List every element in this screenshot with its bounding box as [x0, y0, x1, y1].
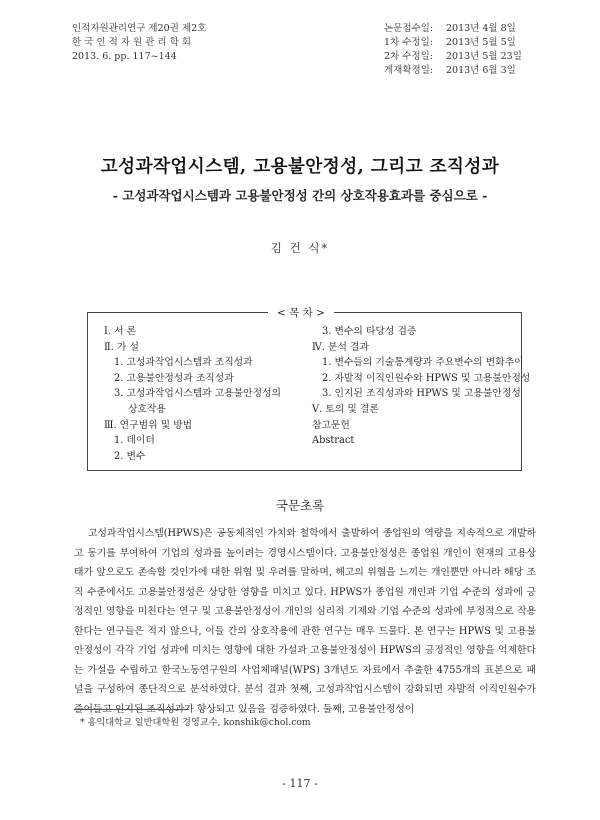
toc-item: Ⅰ. 서 론	[104, 326, 137, 337]
toc-item: 1. 데이터	[114, 435, 155, 447]
toc-item: Ⅴ. 토의 및 결론	[312, 403, 379, 415]
submission-date-row	[384, 50, 522, 64]
date-value: 2013년 5월 5일	[446, 37, 516, 48]
toc-item: Ⅲ. 연구범위 및 방법	[104, 419, 193, 431]
toc-item: 참고문헌	[312, 419, 350, 431]
toc-item: Ⅳ. 분석 결과	[312, 341, 369, 353]
journal-info	[72, 22, 206, 64]
submission-dates	[384, 22, 522, 78]
toc-item: 2. 변수	[114, 450, 146, 462]
toc-item: 3. 변수의 타당성 검증	[322, 326, 417, 337]
abstract-heading: 국문초록	[275, 498, 325, 513]
paper-subtitle: - 고성과작업시스템과 고용불안정성 간의 상호작용효과를 중심으로 -	[112, 188, 488, 203]
date-value: 2013년 5월 23일	[446, 51, 522, 62]
toc-right-column	[312, 324, 530, 449]
journal-info-line: 한 국 인 적 자 원 관 리 학 회	[72, 37, 191, 48]
toc-item: 3. 인지된 조직성과와 HPWS 및 고용불안정성	[322, 388, 521, 400]
toc-item: 2. 자발적 이직인원수와 HPWS 및 고용불안정성	[322, 372, 531, 384]
author-name: 김 건 식*	[270, 241, 330, 255]
toc-item: 1. 고성과작업시스템과 조직성과	[114, 357, 253, 369]
page-number: - 117 -	[282, 777, 318, 790]
toc-item: Ⅱ. 가 설	[104, 341, 139, 353]
journal-info-line: 2013. 6. pp. 117~144	[72, 51, 177, 62]
footnote-divider	[74, 709, 189, 710]
date-value: 2013년 4월 8일	[446, 23, 516, 34]
abstract-body: 고성과작업시스템(HPWS)은 공동체적인 가치와 철학에서 출발하여 종업원의 역량을 지속적으로 개발하고 동기를 부여하여 기업의 성과를 높이려는 경영시스템이다. 고용불안정성은 종업원 개인이 현재의 고용상태가 앞으로도 존속할 것인가에 대한 위협 및 우려를 말하며, 해고의 위협을 느끼는 개인뿐만 아니라 해당 조직 수준에서도 고용불안정성은 상당한 영향을 미치고 있다. HPWS가 종업원 개인과 기업 수준의 성과에 긍정적인 영향을 미친다는 연구 및 고용불안정성이 개인의 심리적 기제와 기업 수준의 성과에 부정적으로 작용한다는 연구들은 적지 않으나, 이들 간의 상호작용에 관한 연구는 매우 드물다. 본 연구는 HPWS 및 고용불안정성이 각각 기업 성과에 미치는 영향에 대한 가설과 고용불안정성이 HPWS의 긍정적인 영향을 억제한다는 가설을 수립하고 한국노동연구원의 사업체패널(WPS) 3개년도 자료에서 추출한 4755개의 표본으로 패널을 구성하여 종단적으로 분석하였다. 분석 결과 첫째, 고성과작업시스템이 강화되면 자발적 이직인원수가 줄어들고 인지된 조직성과가 향상되고 있음을 검증하였다. 둘째, 고용불안정성이	[74, 528, 536, 715]
toc-left-column	[104, 324, 281, 464]
date-label: 게재확정일:	[384, 65, 434, 76]
toc-item: Abstract	[312, 435, 355, 447]
journal-info-line: 인적자원관리연구 제20권 제2호	[72, 23, 207, 34]
submission-date-row	[384, 64, 522, 78]
toc-item: 상호작용	[128, 403, 166, 415]
paper-title: 고성과작업시스템, 고용불안정성, 그리고 조직성과	[100, 157, 500, 177]
toc-item: 2. 고용불안정성과 조직성과	[114, 372, 234, 384]
submission-date-row	[384, 22, 522, 36]
toc-heading: < 목 차 >	[268, 305, 334, 320]
toc-item: 1. 변수들의 기술통계량과 주요변수의 변화추이	[322, 357, 524, 369]
date-label: 2차 수정일:	[384, 51, 433, 62]
date-label: 1차 수정일:	[384, 37, 433, 48]
author-footnote: * 홍익대학교 일반대학원 경영교수, konshik@chol.com	[80, 717, 311, 728]
toc-item: 3. 고성과작업시스템과 고용불안정성의	[114, 388, 281, 400]
date-label: 논문접수일:	[384, 23, 434, 34]
submission-date-row	[384, 36, 522, 50]
date-value: 2013년 6월 3일	[446, 65, 516, 76]
